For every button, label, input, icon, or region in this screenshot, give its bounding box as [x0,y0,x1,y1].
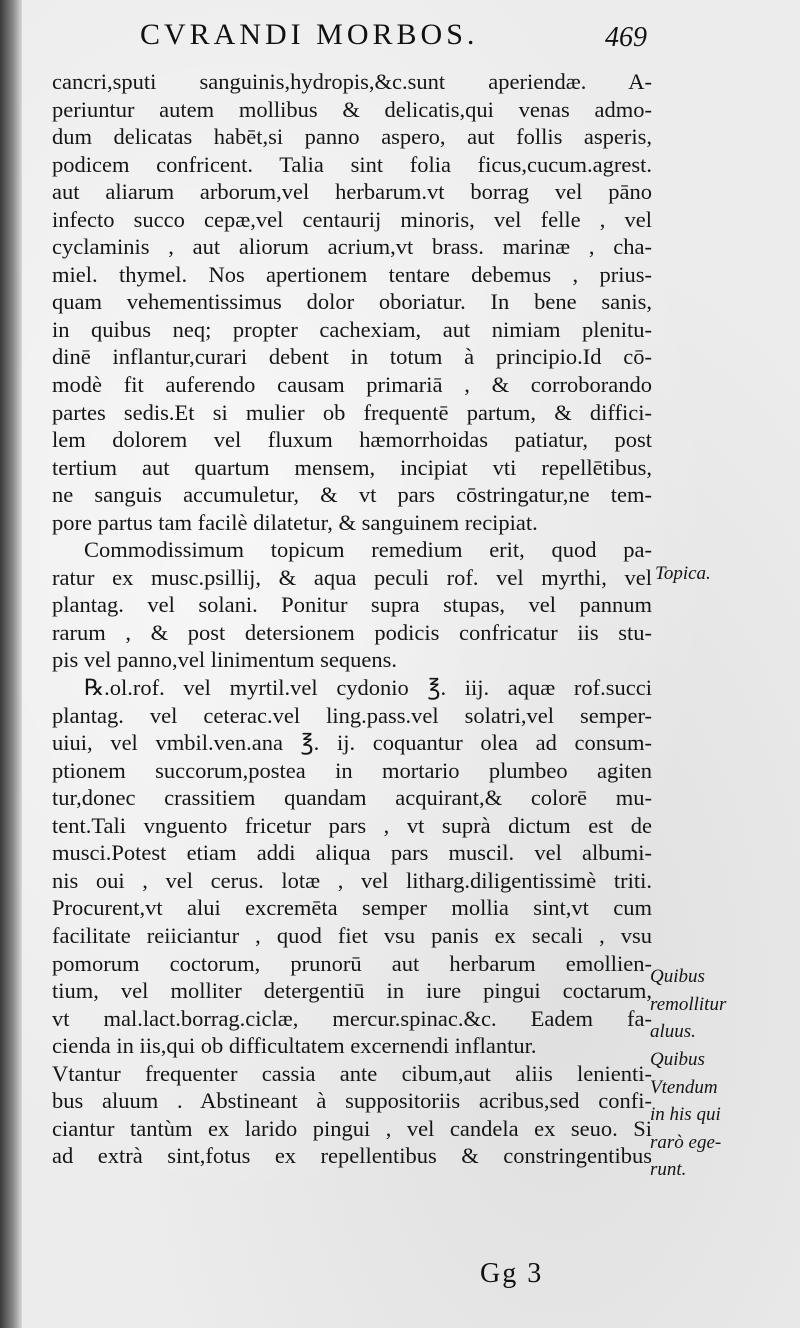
page-number: 469 [605,22,647,53]
text-line: lem dolorem vel fluxum hæmorrhoidas patiatur, post [52,427,652,453]
margin-note-line: Quibus [650,1049,705,1070]
margin-note-line: in his qui [650,1104,721,1126]
text-line: rarum , & post detersionem podicis confricatur iis stu- [52,619,652,645]
margin-note-line: remollitur [650,993,727,1015]
text-line: cancri,sputi sanguinis,hydropis,&c.sunt aperiendæ. A- [52,69,652,94]
text-line: ne sanguis accumuletur, & vt pars cōstringatur,ne tem- [52,482,652,508]
text-line: pore partus tam facilè dilatetur, & sanguinem recipiat. [52,509,538,535]
text-line: plantag. vel ceterac.vel ling.pass.vel solatri,vel semper- [52,702,652,728]
margin-note-line: Quibus [650,966,705,987]
margin-note-line: aluus. [650,1021,696,1043]
margin-note-line: runt. [650,1159,687,1181]
text-line: bus aluum . Abstineant à suppositoriis acribus,sed confi- [52,1088,652,1114]
text-line: tent.Tali vnguento fricetur pars , vt suprà dictum est de [52,812,652,838]
text-line: periuntur autem mollibus & delicatis,qui venas admo- [52,96,652,122]
text-line: facilitate reiiciantur , quod fiet vsu panis ex secali , vsu [52,922,652,948]
text-line: plantag. vel solani. Ponitur supra stupas, vel pannum [52,592,652,618]
signature-mark: Gg 3 [480,1258,544,1289]
body-text [52,68,652,1170]
text-line: ratur ex musc.psillij, & aqua peculi rof. vel myrthi, vel [52,564,652,590]
binding-gutter [0,0,22,1328]
text-line: dinē inflantur,curari debent in totum à principio.Id cō- [52,344,652,370]
margin-note-line: Vtendum [650,1076,718,1098]
text-line: Procurent,vt alui excremēta semper mollia sint,vt cum [52,895,652,921]
text-line: in quibus neq; propter cachexiam, aut nimiam plenitu- [52,316,652,342]
text-line: ciantur tantùm ex larido pingui , vel candela ex seuo. Si [52,1115,652,1141]
text-line: tur,donec crassitiem quandam acquirant,& colorē mu- [52,785,652,811]
text-line: Commodissimum topicum remedium erit, quod pa- [84,537,652,563]
text-line: partes sedis.Et si mulier ob frequentē partum, & diffici- [52,399,652,425]
text-line: Vtantur frequenter cassia ante cibum,aut aliis lenienti- [52,1060,652,1086]
margin-note-quibus-vtendum [650,1046,721,1184]
text-line: miel. thymel. Nos apertionem tentare debemus , prius- [52,261,652,287]
text-line: cienda in iis,qui ob difficultatem excernendi inflantur. [52,1033,537,1059]
text-line: pis vel panno,vel linimentum sequens. [52,647,397,673]
text-line: aut aliarum arborum,vel herbarum.vt borrag vel pāno [52,179,652,205]
text-line: vt mal.lact.borrag.ciclæ, mercur.spinac.&c. Eadem fa- [52,1005,652,1031]
margin-note-topica: Topica. [655,563,711,584]
text-line: quam vehementissimus dolor oboriatur. In bene sanis, [52,289,652,315]
text-line: ℞.ol.rof. vel myrtil.vel cydonio ℥. iij. aquæ rof.succi [84,675,652,701]
text-line: nis oui , vel cerus. lotæ , vel litharg.diligentissimè triti. [52,867,652,893]
text-line: ptionem succorum,postea in mortario plumbeo agiten [52,757,652,783]
text-line: uiui, vel vmbil.ven.ana ℥. ij. coquantur olea ad consum- [52,730,652,756]
text-line: ad extrà sint,fotus ex repellentibus & constringentibus [52,1143,652,1169]
text-line: musci.Potest etiam addi aliqua pars muscil. vel albumi- [52,840,652,866]
margin-note-quibus-remollitur [650,963,726,1046]
running-head: CVRANDI MORBOS. [140,18,479,51]
text-line: tertium aut quartum mensem, incipiat vti repellētibus, [52,454,652,480]
margin-note-line: rarò ege- [650,1131,722,1153]
text-line: tium, vel molliter detergentiū in iure pingui coctarum, [52,978,652,1004]
text-line: pomorum coctorum, prunorū aut herbarum emollien- [52,950,652,976]
text-line: dum delicatas habēt,si panno aspero, aut follis asperis, [52,124,652,150]
text-line: infecto succo cepæ,vel centaurij minoris, vel felle , vel [52,206,652,232]
text-line: cyclaminis , aut aliorum acrium,vt brass. marinæ , cha- [52,234,652,260]
text-line: modè fit auferendo causam primariā , & corroborando [52,372,652,398]
text-line: podicem confricent. Talia sint folia ficus,cucum.agrest. [52,151,652,177]
